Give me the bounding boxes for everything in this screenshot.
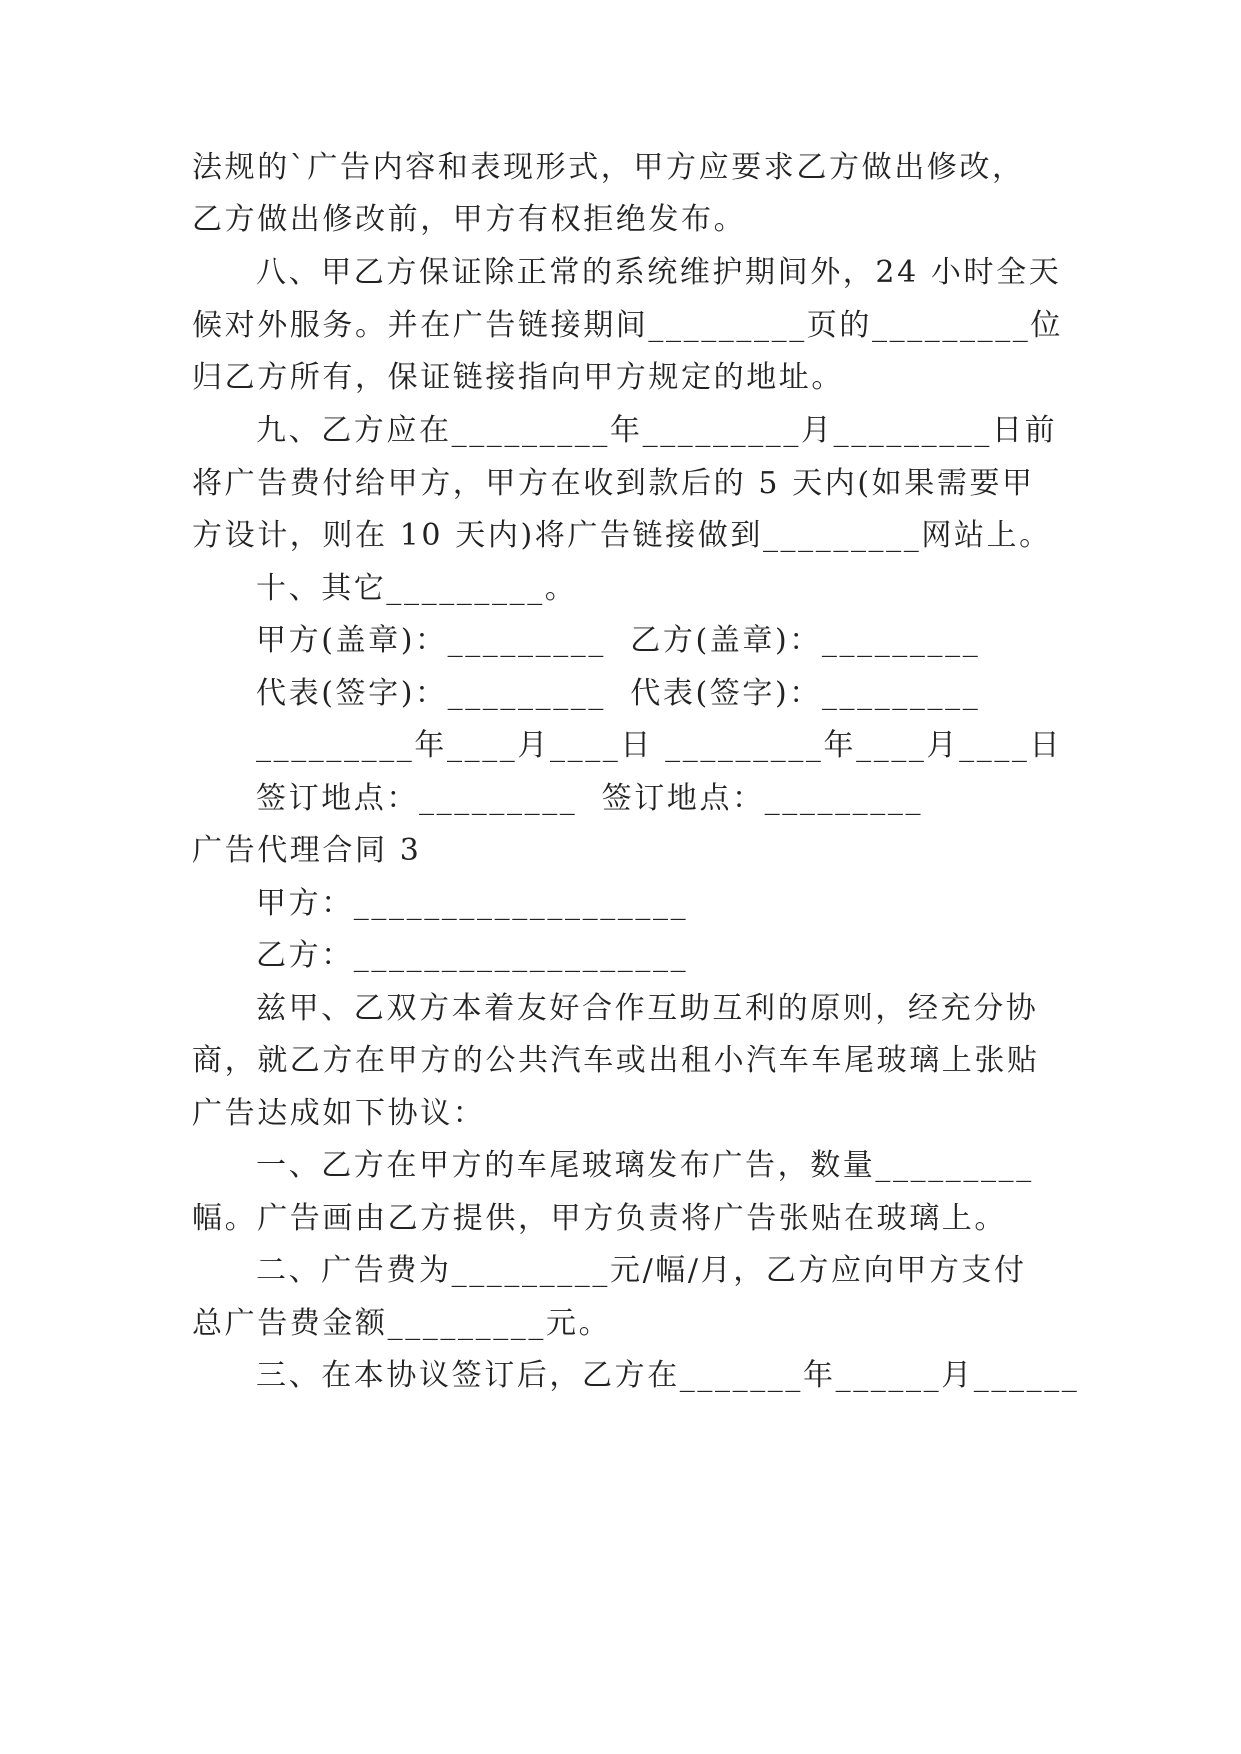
- clause-2-line-1: 二、广告费为_________元/幅/月，乙方应向甲方支付: [256, 1253, 1027, 1288]
- text-line-1: 法规的`广告内容和表现形式，甲方应要求乙方做出修改，: [192, 150, 1025, 185]
- signing-date-line: _________年____月____日 _________年____月____日: [256, 728, 1063, 763]
- clause-1-line-2: 幅。广告画由乙方提供，甲方负责将广告张贴在玻璃上。: [192, 1201, 1007, 1236]
- clause-2-line-2: 总广告费金额_________元。: [192, 1306, 612, 1341]
- clause-10-line: 十、其它_________。: [256, 571, 578, 606]
- clause-8-line-2: 候对外服务。并在广告链接期间_________页的_________位: [192, 308, 1063, 343]
- clause-8-line-1: 八、甲乙方保证除正常的系统维护期间外，24 小时全天: [256, 255, 1062, 290]
- clause-9-line-2: 将广告费付给甲方，甲方在收到款后的 5 天内(如果需要甲: [192, 466, 1035, 501]
- preamble-line-3: 广告达成如下协议：: [192, 1096, 486, 1131]
- party-a-line: 甲方：___________________: [256, 886, 689, 921]
- clause-9-line-1: 九、乙方应在_________年_________月_________日前: [256, 413, 1058, 448]
- party-b-line: 乙方：___________________: [256, 938, 689, 973]
- party-seal-line: 甲方(盖章)：_________ 乙方(盖章)：_________: [256, 623, 981, 658]
- text-line-2: 乙方做出修改前，甲方有权拒绝发布。: [192, 202, 747, 237]
- clause-3-line-1: 三、在本协议签订后，乙方在_______年______月______: [256, 1358, 1080, 1393]
- preamble-line-1: 兹甲、乙双方本着友好合作互助互利的原则，经充分协: [256, 991, 1039, 1026]
- signing-place-line: 签订地点：_________ 签订地点：_________: [256, 781, 924, 816]
- contract-title: 广告代理合同 3: [192, 833, 422, 868]
- clause-1-line-1: 一、乙方在甲方的车尾玻璃发布广告，数量_________: [256, 1148, 1034, 1183]
- representative-signature-line: 代表(签字)：_________ 代表(签字)：_________: [256, 676, 981, 711]
- preamble-line-2: 商，就乙方在甲方的公共汽车或出租小汽车车尾玻璃上张贴: [192, 1043, 1040, 1078]
- clause-8-line-3: 归乙方所有，保证链接指向甲方规定的地址。: [192, 360, 844, 395]
- clause-9-line-3: 方设计，则在 10 天内)将广告链接做到_________网站上。: [192, 518, 1052, 553]
